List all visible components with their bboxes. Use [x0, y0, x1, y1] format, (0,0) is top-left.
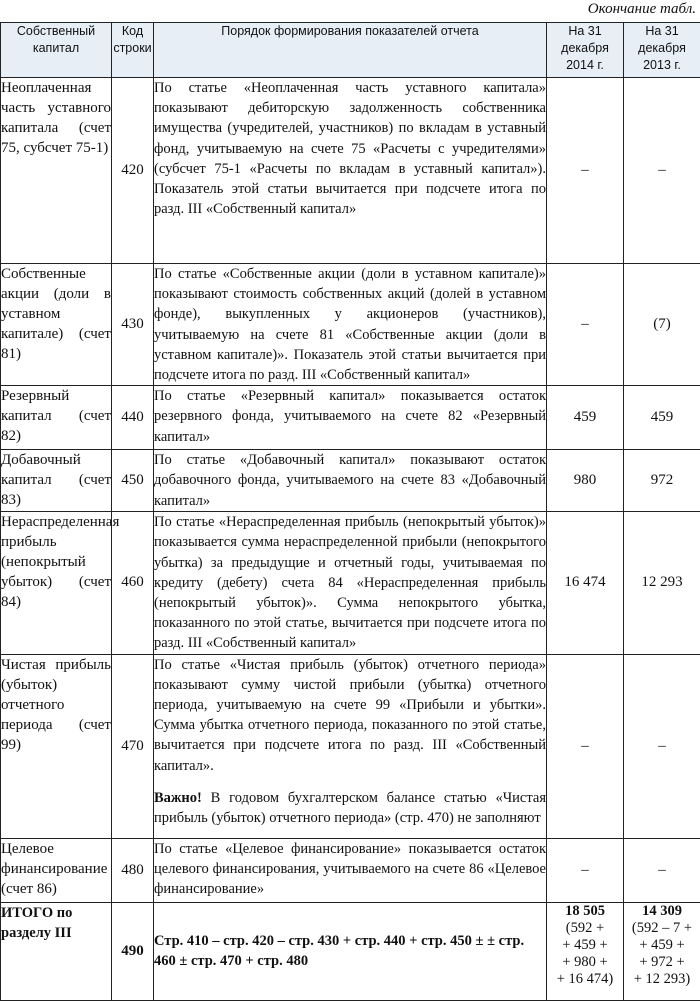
value-2014: –	[547, 264, 624, 386]
total-code: 490	[112, 902, 154, 1000]
total-2014-sum: 18 505	[547, 903, 623, 920]
row-name: Собственные акции (доли в уставном капитале) (счет 81)	[1, 264, 112, 386]
total-2013-sum: 14 309	[624, 903, 700, 920]
header-equity: Собственный капитал	[1, 23, 112, 78]
row-name: Нераспределенная прибыль (непокрытый убыток) (счет 84)	[1, 512, 112, 654]
total-2013-part: (592 – 7 +	[624, 920, 700, 937]
header-procedure: Порядок формирования показателей отчета	[154, 23, 547, 78]
header-2013: На 31 декабря 2013 г.	[624, 23, 700, 78]
row-code: 440	[112, 386, 154, 450]
description-text: По статье «Собственные акции (доли в уставном капитале)» показывают стоимость собственных акций (долей в уставном фонде), выкупленных у акционеров (участников), учитываемую на счете 81 «Собственные акции (доли в уставном капитале)». Показатель этой статьи вычитается при подсчете итога по разд. III «Собственный капитал»	[154, 264, 546, 385]
description-text: По статье «Целевое финансирование» показывается остаток целевого финансирования, учитываемого на счете 86 «Целевое финансирование»	[154, 839, 546, 900]
total-name: ИТОГО по разделу III	[1, 902, 112, 1000]
row-code: 480	[112, 838, 154, 902]
value-2013: (7)	[624, 264, 700, 386]
total-2014-part: + 980 +	[547, 954, 623, 971]
value-2013: 459	[624, 386, 700, 450]
value-2014: –	[547, 78, 624, 264]
important-note	[154, 788, 546, 828]
description-text: По статье «Резервный капитал» показывается остаток резервного фонда, учитываемого на счете 82 «Резервный капитал»	[154, 386, 546, 447]
value-2013: 12 293	[624, 512, 700, 654]
row-description	[154, 450, 547, 512]
row-code: 430	[112, 264, 154, 386]
total-2014-part: + 16 474)	[547, 971, 623, 988]
description-text: По статье «Добавочный капитал» показывают остаток добавочного фонда, учитываемого на счете 83 «Добавочный капитал»	[154, 450, 546, 511]
row-code: 460	[112, 512, 154, 654]
row-code: 470	[112, 654, 154, 838]
row-description	[154, 78, 547, 264]
row-description	[154, 654, 547, 838]
value-2013: –	[624, 78, 700, 264]
total-row	[1, 902, 700, 1000]
value-2014: 459	[547, 386, 624, 450]
table-row	[1, 264, 700, 386]
row-name: Чистая прибыль (убыток) отчетного периода (счет 99)	[1, 654, 112, 838]
total-value-2013	[624, 902, 700, 1000]
description-text: По статье «Неоплаченная часть уставного капитала» показывают дебиторскую задолженность собственника имущества (учредителей, участников) по вкладам в уставный фонд, учитываемую на счете 75 «Расчеты с учредителями» (субсчет 75-1 «Расчеты по вкладам в уставный капитал»). Показатель этой статьи вычитается при подсчете итога по разд. III «Собственный капитал»	[154, 78, 546, 219]
important-label: Важно!	[154, 790, 202, 806]
table-continuation-caption: Окончание табл.	[588, 0, 696, 18]
table-row	[1, 386, 700, 450]
total-2014-part: (592 +	[547, 920, 623, 937]
value-2013: 972	[624, 450, 700, 512]
table-row	[1, 78, 700, 264]
value-2013: –	[624, 838, 700, 902]
row-name: Целевое финансирование (счет 86)	[1, 838, 112, 902]
table-row	[1, 450, 700, 512]
header-2014: На 31 декабря 2014 г.	[547, 23, 624, 78]
row-code: 420	[112, 78, 154, 264]
total-2013-part: + 972 +	[624, 954, 700, 971]
row-description	[154, 264, 547, 386]
total-2013-part: + 459 +	[624, 937, 700, 954]
total-formula: Стр. 410 – стр. 420 – стр. 430 + стр. 440 + стр. 450 ± ± стр. 460 ± стр. 470 + стр. 480	[154, 902, 547, 1000]
description-text: По статье «Нераспределенная прибыль (непокрытый убыток)» показывается сумма нераспределенной прибыли (непокрытого убытка) за предыдущие и отчетный годы, учитываемая по кредиту (дебету) счета 84 «Нераспределенная прибыль (непокрытый убыток)». Сумма непокрытого убытка, показанного по этой статье, вычитается при подсчете итога по разд. III «Собственный капитал»	[154, 512, 546, 653]
total-value-2014	[547, 902, 624, 1000]
important-text: В годовом бухгалтерском балансе статью «Чистая прибыль (убыток) отчетного периода» (стр. 470) не заполняют	[154, 790, 546, 826]
value-2014: –	[547, 654, 624, 838]
table-row	[1, 512, 700, 654]
row-description	[154, 838, 547, 902]
table-row	[1, 654, 700, 838]
value-2013: –	[624, 654, 700, 838]
row-description	[154, 386, 547, 450]
equity-report-table	[0, 22, 700, 1001]
total-2013-part: + 12 293)	[624, 971, 700, 988]
row-description	[154, 512, 547, 654]
total-2014-part: + 459 +	[547, 937, 623, 954]
row-name: Неоплаченная часть уставного капитала (счет 75, субсчет 75-1)	[1, 78, 112, 264]
value-2014: 16 474	[547, 512, 624, 654]
value-2014: –	[547, 838, 624, 902]
header-row	[1, 23, 700, 78]
row-name: Резервный капитал (счет 82)	[1, 386, 112, 450]
row-code: 450	[112, 450, 154, 512]
row-name: Добавочный капитал (счет 83)	[1, 450, 112, 512]
table-row	[1, 838, 700, 902]
value-2014: 980	[547, 450, 624, 512]
description-text: По статье «Чистая прибыль (убыток) отчетного периода» показывают сумму чистой прибыли (убытка) отчетного периода, учитываемую на счете 99 «Прибыли и убытки». Сумма убытка отчетного периода, показанного по этой статье, вычитается при подсчете итога по разд. III «Собственный капитал».	[154, 655, 546, 776]
header-line-code: Код строки	[112, 23, 154, 78]
